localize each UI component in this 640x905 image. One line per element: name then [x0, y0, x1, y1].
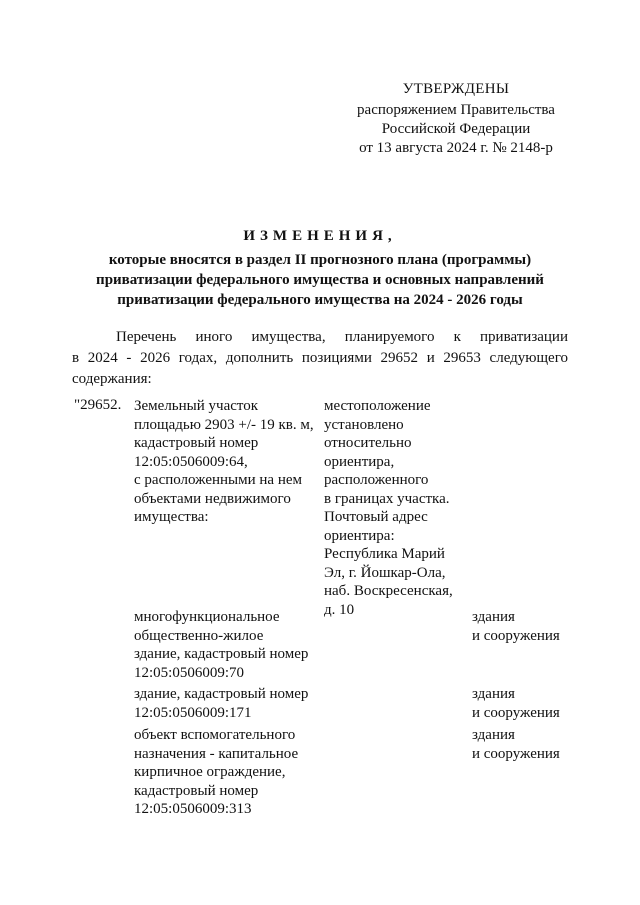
text-line: объект вспомогательного — [134, 727, 296, 743]
object-category — [472, 685, 592, 722]
object-description — [134, 608, 314, 682]
object-category — [472, 608, 592, 645]
text-line: кирпичное ограждение, — [134, 764, 286, 780]
position-number: "29652. — [74, 397, 122, 413]
text-line: 12:05:0506009:70 — [134, 664, 245, 681]
object-description — [134, 685, 314, 722]
approval-line: распоряжением Правительства — [357, 102, 555, 118]
text-line: многофункциональное — [134, 609, 280, 625]
subtitle-line: которые вносятся в раздел II прогнозного плана (программы) — [108, 252, 532, 268]
text-line: 12:05:0506009:171 — [134, 704, 252, 721]
subtitle-line: приватизации федерального имущества и основных направлений — [96, 272, 544, 288]
text-line: установлено — [324, 416, 404, 433]
text-line: Земельный участок — [134, 398, 259, 414]
text-line: д. 10 — [324, 601, 355, 618]
text-line: расположенного — [324, 472, 429, 488]
text-line: здания — [472, 609, 515, 625]
text-line: здание, кадастровый номер — [134, 686, 309, 702]
text-line: ориентира: — [324, 527, 395, 544]
text-line: здания — [472, 727, 515, 743]
object-description — [134, 726, 314, 819]
text-line: с расположенными на нем — [134, 472, 303, 488]
text-line: Эл, г. Йошкар-Ола, — [324, 564, 446, 581]
approval-heading: УТВЕРЖДЕНЫ — [402, 81, 510, 97]
main-description — [134, 397, 314, 527]
text-line: местоположение — [324, 398, 431, 414]
approval-block — [340, 80, 572, 158]
text-line: общественно-жилое — [134, 627, 264, 644]
subtitle-line: приватизации федерального имущества на 2024 - 2026 годы — [117, 292, 523, 308]
text-line: кадастровый номер — [134, 435, 259, 451]
text-line: и сооружения — [472, 745, 560, 762]
object-category — [472, 726, 592, 763]
text-line: объектами недвижимого — [134, 490, 291, 507]
approval-line: Российской Федерации — [381, 121, 531, 137]
text-line: в границах участка. — [324, 490, 450, 507]
document-title: ИЗМЕНЕНИЯ, — [243, 228, 397, 244]
text-line: площадью 2903 +/- 19 кв. м, — [134, 416, 314, 433]
text-line: Почтовый адрес — [324, 509, 428, 525]
intro-line: Перечень иного имущества, планируемого к приватизации — [116, 329, 568, 345]
main-location — [324, 397, 464, 619]
text-line: здания — [472, 686, 515, 702]
text-line: 12:05:0506009:313 — [134, 801, 252, 817]
intro-paragraph — [72, 327, 568, 390]
text-line: наб. Воскресенская, — [324, 583, 453, 599]
text-line: здание, кадастровый номер — [134, 646, 309, 662]
text-line: ориентира, — [324, 453, 395, 470]
text-line: имущества: — [134, 509, 209, 525]
intro-line: содержания: — [72, 371, 152, 387]
text-line: кадастровый номер — [134, 782, 259, 799]
text-line: Республика Марий — [324, 546, 445, 562]
text-line: 12:05:0506009:64, — [134, 453, 248, 470]
approval-line: от 13 августа 2024 г. № 2148-р — [359, 140, 553, 156]
text-line: назначения - капитальное — [134, 745, 299, 762]
text-line: и сооружения — [472, 627, 560, 644]
document-subtitle — [60, 250, 580, 310]
text-line: и сооружения — [472, 704, 560, 721]
text-line: относительно — [324, 435, 412, 451]
intro-line: в 2024 - 2026 годах, дополнить позициями 29652 и 29653 следующего — [72, 350, 568, 366]
